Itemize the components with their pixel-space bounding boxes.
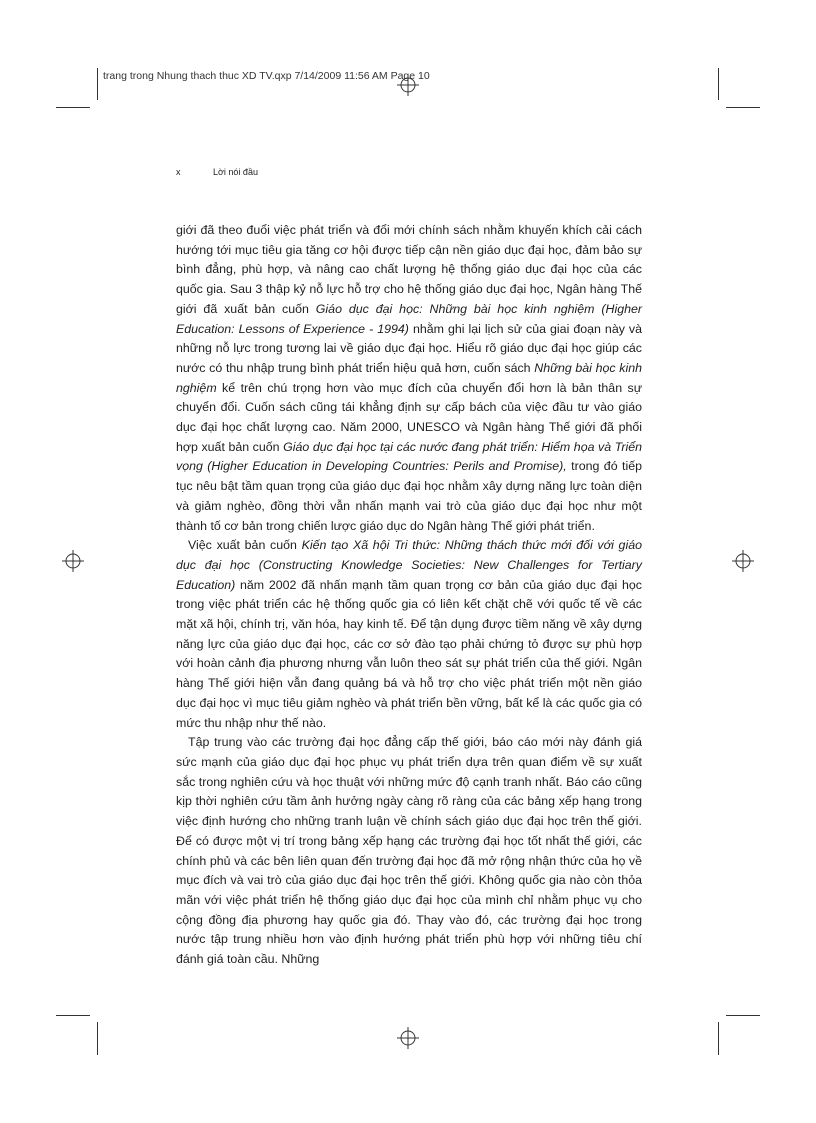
running-head [176, 167, 258, 177]
text-run: nhằm ghi lại lịch sử của giai đoạn này và những nỗ lực trong tương lai về giáo dục đại học. Hiểu rõ giáo dục đại học giúp các nước có thu nhập trung bình phát triển hiệu quả hơn, cuốn sách [176, 321, 643, 375]
crop-mark-top-left-vertical [97, 68, 98, 100]
crop-mark-bottom-right-horizontal [726, 1015, 760, 1016]
crop-mark-top-left-horizontal [56, 107, 90, 108]
italic-title: Những bài học kinh nghiệm [176, 360, 642, 395]
registration-mark-bottom-icon [397, 1027, 419, 1049]
registration-mark-top-icon [397, 74, 419, 96]
text-run: Việc xuất bản cuốn [188, 538, 302, 553]
paragraph [176, 733, 642, 969]
text-run: giới đã theo đuổi việc phát triển và đổi mới chính sách nhằm khuyến khích cải cách hướng tới mục tiêu gia tăng cơ hội được tiếp cận nền giáo dục đại học, đảm bảo sự bình đẳng, phù hợp, và nâng cao chất lượng hệ thống giáo dục đại học của các quốc gia. Sau 3 thập kỷ nỗ lực hỗ trợ cho hệ thống giáo dục đại học, Ngân hàng Thế giới đã xuất bản cuốn [176, 223, 642, 316]
paragraph [176, 221, 642, 536]
paragraph [176, 536, 642, 733]
italic-title: Kiến tạo Xã hội Tri thức: Những thách thức mới đối với giáo dục đại học (Constructing Knowledge Societies: New Challenges for Tertiary Education) [176, 538, 642, 592]
print-slug: trang trong Nhung thach thuc XD TV.qxp 7/14/2009 11:56 AM Page 10 [103, 70, 430, 82]
running-head-title: Lời nói đầu [213, 167, 258, 177]
crop-mark-top-right-vertical [718, 68, 719, 100]
italic-title: Giáo dục đại học: Những bài học kinh nghiệm (Higher Education: Lessons of Experience - 1994) [176, 301, 642, 336]
crop-mark-bottom-left-vertical [97, 1022, 98, 1055]
page-number: x [176, 167, 181, 177]
text-run: năm 2002 đã nhấn mạnh tầm quan trọng cơ bản của giáo dục đại học trong việc phát triển các hệ thống quốc gia có liên kết chặt chẽ với quốc tế về các mặt xã hội, chính trị, văn hóa, hay kinh tế. Để tận dụng được tiềm năng về xây dựng năng lực của giáo dục đại học, các cơ sở đào tạo phải chứng tỏ được sự phù hợp với hoàn cảnh địa phương nhưng vẫn luôn theo sát sự phát triển của thế giới. Ngân hàng Thế giới hiện vẫn đang quảng bá và hỗ trợ cho việc phát triển một nền giáo dục đại học vì mục tiêu giảm nghèo và phát triển bền vững, bất kể là các quốc gia có mức thu nhập như thế nào. [176, 577, 642, 730]
registration-mark-left-icon [62, 550, 84, 572]
crop-mark-bottom-left-horizontal [56, 1015, 90, 1016]
body-text [176, 221, 642, 970]
registration-mark-right-icon [732, 550, 754, 572]
text-run: trong đó tiếp tục nêu bật tầm quan trọng của giáo dục đại học nhằm xây dựng năng lực toàn diện và giảm nghèo, đồng thời vẫn nhấn mạnh vai trò của giáo dục đại học như một thành tố cơ bản trong chiến lược giáo dục do Ngân hàng Thế giới phát triển. [176, 459, 642, 533]
italic-title: Giáo dục đại học tại các nước đang phát triển: Hiểm họa và Triển vọng (Higher Education in Developing Countries: Perils and Promise), [176, 439, 642, 474]
crop-mark-bottom-right-vertical [718, 1022, 719, 1055]
crop-mark-top-right-horizontal [726, 107, 760, 108]
text-run: kể trên chú trọng hơn vào mục đích của chuyển đổi hơn là bản thân sự chuyển đổi. Cuốn sách cũng tái khẳng định sự cấp bách của việc đầu tư vào giáo dục đại học chất lượng cao. Năm 2000, UNESCO và Ngân hàng Thế giới đã phối hợp xuất bản cuốn [176, 380, 642, 454]
text-run: Tập trung vào các trường đại học đẳng cấp thế giới, báo cáo mới này đánh giá sức mạnh của giáo dục đại học phục vụ phát triển dựa trên quan điểm về sự xuất sắc trong nghiên cứu và học thuật với những mức độ cạnh tranh nhất. Báo cáo cũng kịp thời nghiên cứu tầm ảnh hưởng ngày càng rõ ràng của các bảng xếp hạng trong việc định hướng cho những tranh luận về chính sách giáo dục đại học trên thế giới. Để có được một vị trí trong bảng xếp hạng các trường đại học tốt nhất thế giới, các chính phủ và các bên liên quan đến trường đại học đã mở rộng nhận thức của họ về mục đích và vai trò của giáo dục đại học trên thế giới. Không quốc gia nào còn thỏa mãn với việc phát triển hệ thống giáo dục đại học của mình chỉ nhằm phục vụ cho cộng đồng địa phương hay quốc gia đó. Thay vào đó, các trường đại học trong nước tập trung nhiều hơn vào định hướng phát triển phù hợp với những tiêu chí đánh giá toàn cầu. Những [176, 735, 642, 967]
